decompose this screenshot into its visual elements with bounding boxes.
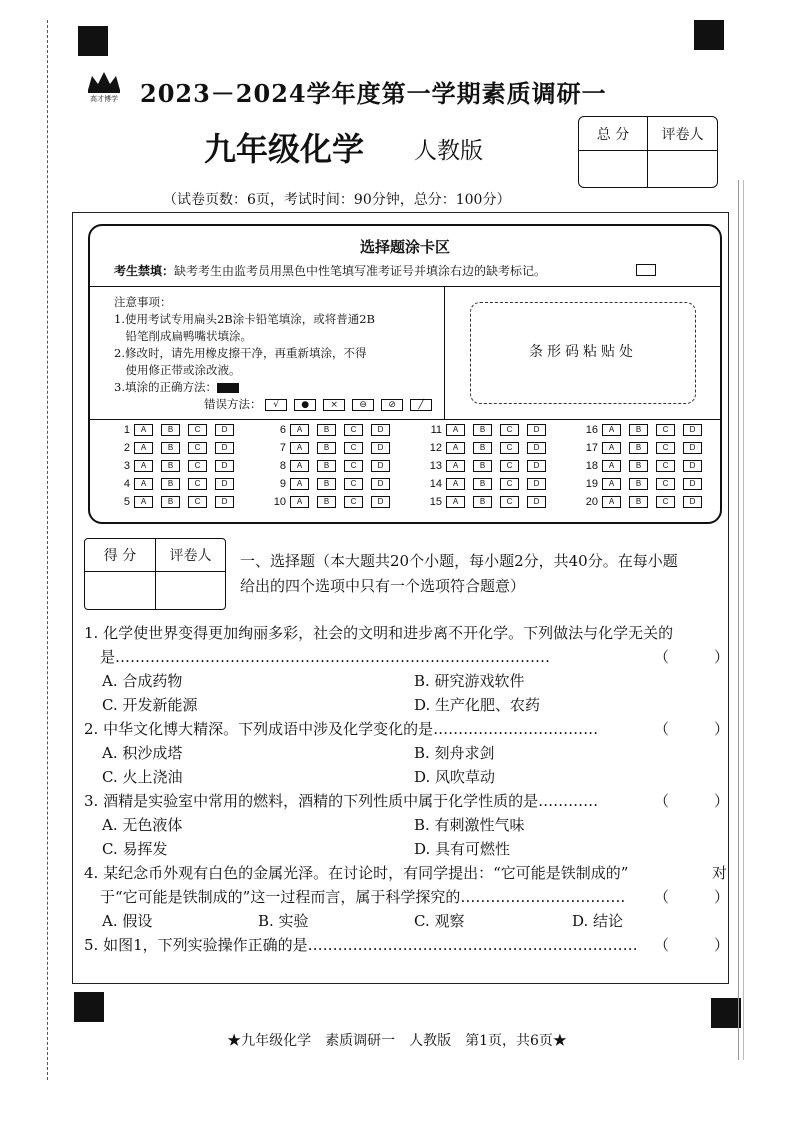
instruction-line: 3.填涂的正确方法： (114, 380, 217, 394)
answer-bubble[interactable]: D (371, 424, 390, 436)
answer-bubble[interactable]: D (527, 460, 546, 472)
section-grader-label: 评卷人 (169, 548, 212, 564)
correct-fill-example (217, 383, 239, 393)
barcode-area (470, 302, 696, 404)
answer-bubble[interactable]: A (446, 496, 465, 508)
answer-bubble[interactable]: C (344, 496, 363, 508)
answer-bubble[interactable]: A (134, 424, 153, 436)
logo-caption: 高才博学 (90, 95, 118, 103)
card-divider (90, 419, 720, 420)
answer-bubble[interactable]: B (629, 424, 648, 436)
answer-bubble[interactable]: B (161, 424, 180, 436)
bubble-question-number: 12 (429, 442, 442, 454)
bubble-question-number: 1 (123, 424, 130, 436)
school-logo (80, 70, 128, 104)
question-1-stem: 1. 化学使世界变得更加绚丽多彩，社会的文明和进步离不开化学。下列做法与化学无关的 (84, 624, 674, 642)
answer-bubble[interactable]: C (500, 460, 519, 472)
answer-bubble[interactable]: A (446, 460, 465, 472)
bubble-question-number: 7 (279, 442, 286, 454)
answer-bubble[interactable]: D (683, 496, 702, 508)
question-5-answer-bracket[interactable]: （ ） (654, 936, 730, 954)
binding-dashed-line (47, 20, 48, 1080)
answer-bubble[interactable]: D (215, 460, 234, 472)
answer-bubble[interactable]: C (188, 424, 207, 436)
answer-bubble[interactable]: D (215, 424, 234, 436)
total-score-label: 总 分 (596, 127, 630, 143)
answer-bubble[interactable]: C (656, 478, 675, 490)
wrong-mark-dot-icon: ● (294, 399, 316, 411)
section-score-label: 得 分 (103, 548, 137, 564)
card-divider (444, 286, 445, 419)
card-divider (90, 286, 720, 287)
answer-bubble[interactable]: D (683, 442, 702, 454)
question-2-option-c: C. 火上浇油 (102, 768, 183, 786)
wrong-mark-check-icon: √ (265, 399, 287, 411)
answer-bubble-row (426, 478, 554, 496)
bubble-question-number: 9 (279, 478, 286, 490)
subject-title: 九年级化学 (204, 130, 365, 168)
answer-bubble[interactable]: D (371, 460, 390, 472)
answer-bubble[interactable]: B (317, 496, 336, 508)
answer-bubble[interactable]: C (344, 442, 363, 454)
registration-mark-bottom-right (711, 998, 741, 1028)
answer-bubble-row (270, 460, 398, 478)
answer-bubble-row (426, 460, 554, 478)
answer-bubble-row (426, 442, 554, 460)
answer-bubble[interactable]: B (161, 442, 180, 454)
bubble-question-number: 11 (430, 424, 442, 436)
answer-bubble-row (582, 460, 710, 478)
bubble-question-number: 20 (585, 496, 598, 508)
question-2-option-a: A. 积沙成塔 (102, 744, 183, 762)
question-2-stem: 2. 中华文化博大精深。下列成语中涉及化学变化的是…………………………… (84, 720, 599, 738)
bubble-question-number: 2 (123, 442, 130, 454)
absence-notice (114, 262, 546, 279)
answer-bubble-row (270, 478, 398, 496)
question-2-answer-bracket[interactable]: （ ） (654, 720, 730, 738)
question-4-option-c: C. 观察 (414, 912, 465, 930)
registration-mark-bottom-left (74, 992, 104, 1022)
answer-bubble[interactable]: B (317, 442, 336, 454)
bubble-question-number: 13 (429, 460, 442, 472)
answer-bubble[interactable]: B (317, 478, 336, 490)
answer-bubble[interactable]: B (473, 478, 492, 490)
section-heading-line: 一、选择题（本大题共20个小题，每小题2分，共40分。在每小题 (240, 552, 678, 570)
answer-bubble-row (582, 496, 710, 514)
answer-bubble-row (426, 496, 554, 514)
question-4-stem-cont: 于“它可能是铁制成的”这一过程而言，属于科学探究的…………………………… (100, 888, 626, 906)
answer-bubble[interactable]: A (290, 460, 309, 472)
page-footer: ★九年级化学 素质调研一 人教版 第1页，共6页★ (227, 1033, 567, 1049)
answer-bubble-row (270, 424, 398, 442)
answer-bubble[interactable]: D (215, 496, 234, 508)
answer-bubble[interactable]: D (683, 424, 702, 436)
answer-bubble[interactable]: C (188, 442, 207, 454)
instruction-line: 铅笔削成扁鸭嘴状填涂。 (114, 329, 252, 343)
answer-bubble[interactable]: B (629, 442, 648, 454)
instruction-line: 使用修正带或涂改液。 (114, 363, 241, 377)
answer-bubble[interactable]: B (317, 424, 336, 436)
instruction-line: 2.修改时，请先用橡皮擦干净，再重新填涂，不得 (114, 346, 367, 360)
answer-bubble[interactable]: A (602, 460, 621, 472)
answer-bubble-row (114, 460, 242, 478)
instruction-line: 1.使用考试专用扁头2B涂卡铅笔填涂，或将普通2B (114, 312, 376, 326)
answer-bubble[interactable]: B (629, 460, 648, 472)
absence-notice-text: 缺考考生由监考员用黑色中性笔填写准考证号并填涂右边的缺考标记。 (174, 264, 547, 278)
answer-bubble-row (114, 496, 242, 514)
answer-bubble[interactable]: A (446, 442, 465, 454)
answer-bubble-row (270, 496, 398, 514)
answer-bubble[interactable]: C (188, 478, 207, 490)
answer-bubble-row (114, 478, 242, 496)
answer-bubble[interactable]: B (629, 478, 648, 490)
question-1-option-c: C. 开发新能源 (102, 696, 198, 714)
score-box-divider (647, 117, 648, 187)
answer-bubble[interactable]: A (134, 442, 153, 454)
bubble-question-number: 5 (123, 496, 130, 508)
question-1-option-b: B. 研究游戏软件 (414, 672, 525, 690)
question-2-option-d: D. 风吹草动 (414, 768, 496, 786)
answer-bubble[interactable]: D (371, 442, 390, 454)
barcode-label: 条形码粘贴处 (529, 344, 637, 360)
grader-label: 评卷人 (661, 127, 704, 143)
edition-label: 人教版 (414, 138, 483, 164)
answer-bubble-row (582, 424, 710, 442)
answer-bubble-row (582, 442, 710, 460)
answer-card (88, 224, 722, 524)
answer-bubble[interactable]: B (473, 442, 492, 454)
absence-notice-label: 考生禁填： (114, 264, 175, 278)
score-box-divider (579, 150, 717, 151)
question-1-option-d: D. 生产化肥、农药 (414, 696, 541, 714)
question-4-option-b: B. 实验 (258, 912, 309, 930)
answer-bubble[interactable]: D (527, 442, 546, 454)
answer-bubble[interactable]: C (344, 460, 363, 472)
absence-mark-box[interactable] (636, 264, 656, 276)
answer-bubble[interactable]: A (602, 478, 621, 490)
registration-mark-top-right (694, 20, 724, 50)
question-4-option-d: D. 结论 (572, 912, 624, 930)
wrong-mark-slash-icon: ╱ (410, 399, 432, 411)
answer-bubble[interactable]: C (500, 424, 519, 436)
answer-bubble-row (114, 442, 242, 460)
exam-title: 2023－2024学年度第一学期素质调研一 (140, 79, 607, 108)
answer-bubble[interactable]: B (473, 424, 492, 436)
grader-box-divider (155, 539, 156, 609)
answer-bubble[interactable]: C (344, 424, 363, 436)
question-1-stem-cont: 是…………………………………………………………………………… (100, 648, 551, 666)
bubble-question-number: 16 (585, 424, 598, 436)
answer-card-title: 选择题涂卡区 (359, 238, 450, 256)
section-score-field[interactable] (89, 575, 151, 605)
wrong-method-label: 错误方法： (204, 397, 262, 411)
grader-field[interactable] (651, 155, 713, 183)
answer-bubble[interactable]: B (161, 478, 180, 490)
answer-bubble[interactable]: C (188, 496, 207, 508)
page-edge-shadow (738, 180, 744, 1060)
answer-bubble[interactable]: A (602, 496, 621, 508)
answer-bubble[interactable]: A (446, 478, 465, 490)
bubble-question-number: 3 (123, 460, 130, 472)
question-5-stem: 5. 如图1，下列实验操作正确的是………………………………………………………… (84, 936, 638, 954)
wrong-mark-cross-icon: × (323, 399, 345, 411)
answer-bubble[interactable]: A (602, 424, 621, 436)
question-3-option-a: A. 无色液体 (102, 816, 183, 834)
answer-bubble[interactable]: D (215, 478, 234, 490)
question-4-stem-tail: 对 (712, 864, 728, 882)
crown-icon (86, 70, 122, 94)
answer-bubble[interactable]: B (629, 496, 648, 508)
section-grader-field[interactable] (159, 575, 221, 605)
bubble-question-number: 4 (123, 478, 130, 490)
question-3-option-d: D. 具有可燃性 (414, 840, 511, 858)
instructions (114, 294, 434, 413)
bubble-question-number: 10 (273, 496, 286, 508)
grader-box-divider (85, 571, 225, 572)
question-2-option-b: B. 刻舟求剑 (414, 744, 495, 762)
answer-bubble-row (582, 478, 710, 496)
answer-bubble[interactable]: A (134, 460, 153, 472)
answer-bubble[interactable]: C (656, 442, 675, 454)
answer-bubble[interactable]: C (656, 460, 675, 472)
answer-bubble[interactable]: D (371, 496, 390, 508)
answer-bubble[interactable]: B (161, 460, 180, 472)
answer-bubble[interactable]: D (527, 424, 546, 436)
instructions-title: 注意事项： (114, 295, 172, 309)
answer-bubble[interactable]: A (602, 442, 621, 454)
answer-bubble[interactable]: C (500, 496, 519, 508)
answer-bubble-row (114, 424, 242, 442)
answer-bubble[interactable]: A (134, 478, 153, 490)
wrong-mark-partial-icon: ⊘ (381, 399, 403, 411)
question-4-option-a: A. 假设 (102, 912, 153, 930)
answer-bubble[interactable]: A (290, 478, 309, 490)
answer-bubble[interactable]: C (656, 496, 675, 508)
question-1-option-a: A. 合成药物 (102, 672, 183, 690)
bubble-question-number: 14 (429, 478, 442, 490)
answer-bubble-row (426, 424, 554, 442)
answer-bubble[interactable]: B (473, 496, 492, 508)
bubble-question-number: 19 (585, 478, 598, 490)
bubble-question-number: 6 (279, 424, 286, 436)
total-score-box (578, 116, 718, 188)
answer-bubble[interactable]: D (527, 478, 546, 490)
total-score-field[interactable] (583, 155, 643, 183)
answer-bubble-row (270, 442, 398, 460)
answer-bubble[interactable]: B (317, 460, 336, 472)
answer-bubble[interactable]: A (134, 496, 153, 508)
answer-bubble[interactable]: C (188, 460, 207, 472)
answer-bubble[interactable]: A (446, 424, 465, 436)
answer-bubble[interactable]: D (683, 478, 702, 490)
answer-bubble[interactable]: B (161, 496, 180, 508)
answer-bubble[interactable]: C (500, 478, 519, 490)
bubble-question-number: 15 (429, 496, 442, 508)
section-heading-line: 给出的四个选项中只有一个选项符合题意） (240, 577, 526, 595)
question-3-option-b: B. 有刺激性气味 (414, 816, 525, 834)
question-4-answer-bracket[interactable]: （ ） (654, 888, 730, 906)
registration-mark-top-left (78, 26, 108, 56)
section-score-box (84, 538, 226, 610)
answer-bubble[interactable]: A (290, 442, 309, 454)
answer-bubble[interactable]: A (290, 424, 309, 436)
answer-bubble[interactable]: C (500, 442, 519, 454)
section-heading (240, 549, 710, 599)
answer-bubble[interactable]: D (371, 478, 390, 490)
bubble-question-number: 8 (279, 460, 286, 472)
answer-bubble[interactable]: B (473, 460, 492, 472)
question-1-answer-bracket[interactable]: （ ） (654, 648, 730, 666)
answer-bubble[interactable]: D (683, 460, 702, 472)
bubble-question-number: 17 (585, 442, 598, 454)
answer-bubble[interactable]: D (527, 496, 546, 508)
bubble-question-number: 18 (585, 460, 598, 472)
question-3-answer-bracket[interactable]: （ ） (654, 792, 730, 810)
answer-bubble[interactable]: A (290, 496, 309, 508)
answer-bubble[interactable]: D (215, 442, 234, 454)
wrong-mark-ellipse-icon: ⊖ (352, 399, 374, 411)
answer-bubble[interactable]: C (656, 424, 675, 436)
exam-info: （试卷页数：6页，考试时间：90分钟，总分：100分） (163, 192, 511, 208)
answer-bubble[interactable]: C (344, 478, 363, 490)
question-3-option-c: C. 易挥发 (102, 840, 168, 858)
question-3-stem: 3. 酒精是实验室中常用的燃料，酒精的下列性质中属于化学性质的是………… (84, 792, 599, 810)
question-4-stem: 4. 某纪念币外观有白色的金属光泽。在讨论时，有同学提出：“它可能是铁制成的” (84, 864, 629, 882)
